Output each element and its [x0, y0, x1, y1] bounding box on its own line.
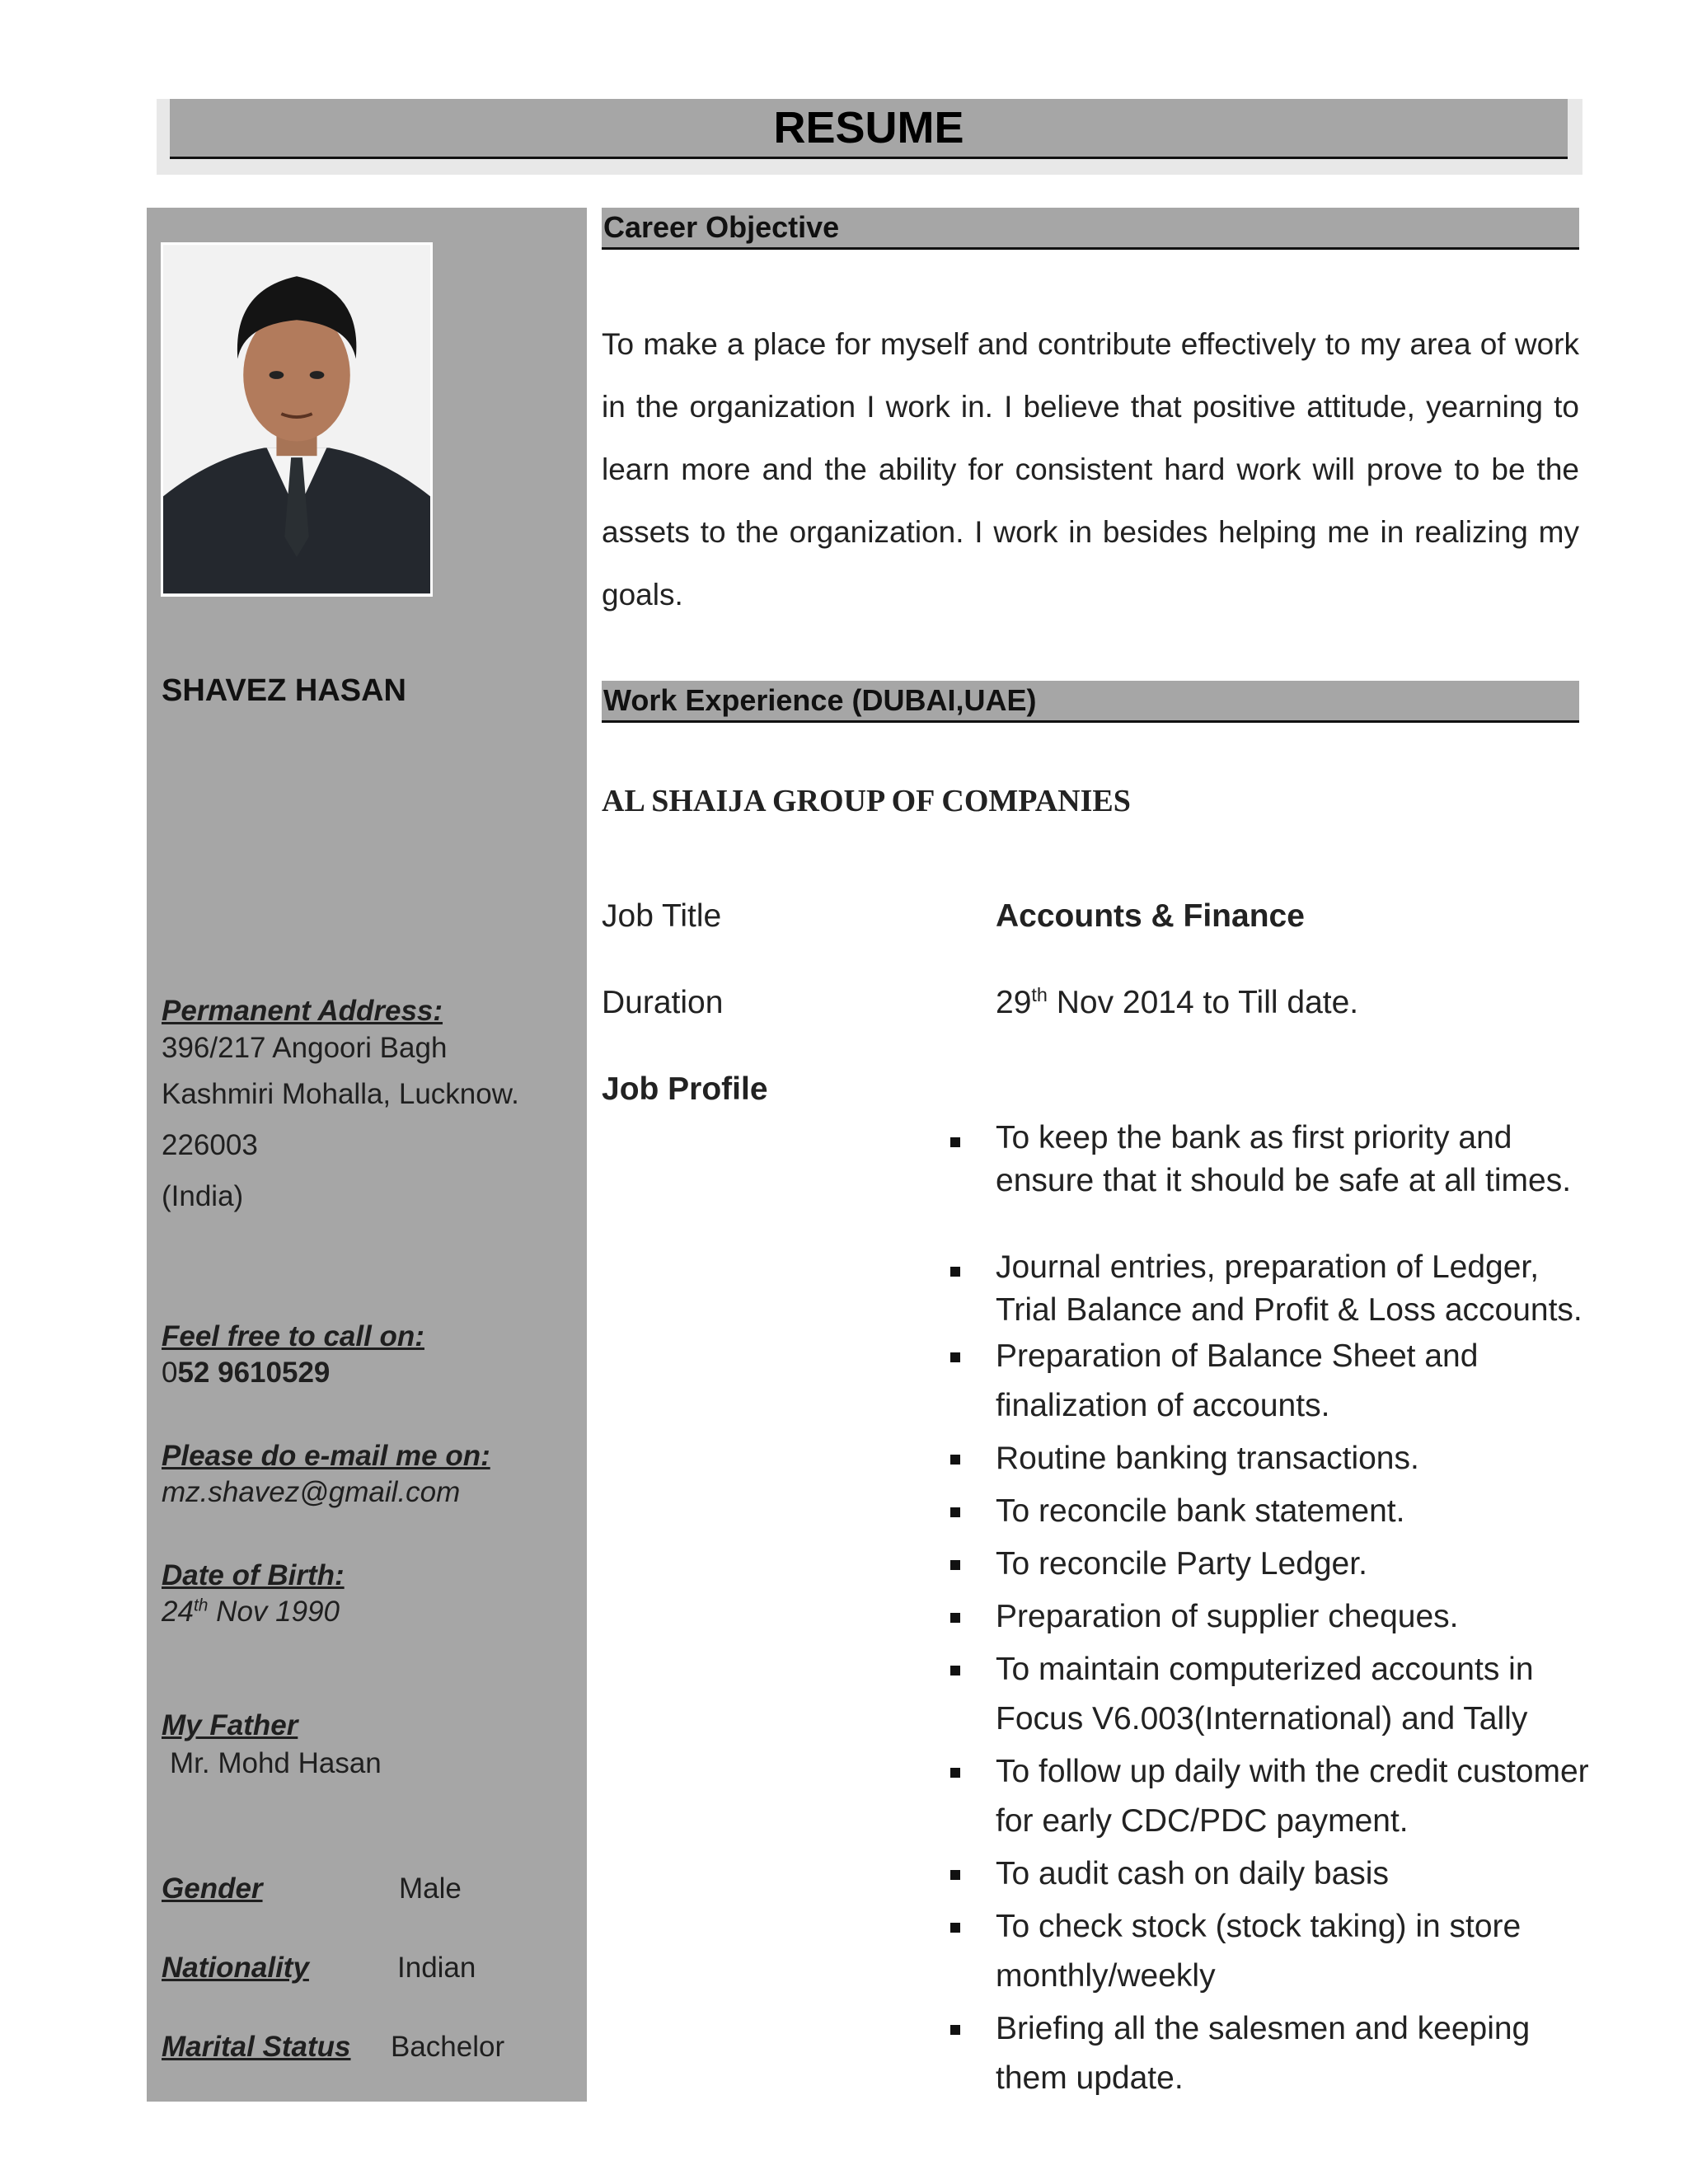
job-title-value: Accounts & Finance	[996, 898, 1305, 934]
email-block	[162, 1440, 490, 1509]
work-experience-heading-bar	[602, 681, 1579, 723]
address-line: 396/217 Angoori Bagh	[162, 1032, 448, 1064]
work-experience-heading: Work Experience (DUBAI,UAE)	[603, 683, 1037, 717]
nationality-label: Nationality	[162, 1952, 309, 1984]
email-address: mz.shavez@gmail.com	[162, 1476, 461, 1508]
career-objective-text: To make a place for myself and contribute effectively to my area of work in the organization I work in. I believe that positive attitude, yearning to learn more and the ability for consistent hard work will prove to be the assets to the organization. I work in besides helping me in realizing my goals.	[602, 327, 1579, 612]
list-item: Preparation of Balance Sheet and finalization of accounts.	[948, 1332, 1599, 1431]
dob-value	[162, 1596, 345, 1629]
duration-label: Duration	[602, 985, 724, 1020]
address-block	[162, 995, 519, 1222]
marital-status-row	[162, 2031, 505, 2064]
duration-suffix: th	[1031, 984, 1048, 1005]
nationality-row	[162, 1952, 476, 1985]
father-block	[162, 1709, 382, 1780]
list-item: To keep the bank as first priority and ensure that it should be safe at all times.	[948, 1117, 1599, 1202]
career-objective-heading: Career Objective	[603, 210, 840, 244]
list-item: To check stock (stock taking) in store monthly/weekly	[948, 1902, 1599, 2001]
dob-day: 24	[162, 1596, 194, 1628]
address-line: 226003	[162, 1129, 258, 1161]
job-profile-label: Job Profile	[602, 1071, 768, 1107]
father-label: My Father	[162, 1709, 298, 1741]
dob-rest: Nov 1990	[208, 1596, 340, 1628]
nationality-value: Indian	[397, 1952, 476, 1984]
portrait-image	[163, 245, 430, 594]
company-name: AL SHAIJA GROUP OF COMPANIES	[602, 784, 1131, 818]
gender-value: Male	[399, 1872, 462, 1905]
dob-suffix: th	[193, 1596, 209, 1615]
address-line: (India)	[162, 1180, 244, 1212]
job-title-label: Job Title	[602, 898, 722, 934]
phone-block	[162, 1320, 424, 1390]
phone-number	[162, 1357, 424, 1390]
profile-photo	[161, 242, 433, 597]
father-name: Mr. Mohd Hasan	[170, 1747, 382, 1779]
career-objective-heading-bar	[602, 208, 1579, 250]
resume-title: RESUME	[773, 103, 964, 152]
dob-label: Date of Birth:	[162, 1559, 345, 1591]
list-item: To audit cash on daily basis	[948, 1849, 1599, 1899]
list-item: To maintain computerized accounts in Focus V6.003(International) and Tally	[948, 1645, 1599, 1744]
phone-label: Feel free to call on:	[162, 1320, 424, 1352]
gender-label: Gender	[162, 1872, 263, 1905]
address-line: Kashmiri Mohalla, Lucknow.	[162, 1078, 519, 1110]
marital-status-value: Bachelor	[391, 2031, 505, 2063]
duration-day: 29	[996, 985, 1032, 1020]
job-duties-list	[948, 1117, 1599, 2107]
candidate-name: SHAVEZ HASAN	[162, 673, 406, 708]
list-item: Briefing all the salesmen and keeping them update.	[948, 2004, 1599, 2103]
dob-block	[162, 1559, 345, 1629]
list-item: Routine banking transactions.	[948, 1434, 1599, 1483]
title-banner-frame	[157, 99, 1582, 175]
phone-prefix: 0	[162, 1357, 178, 1389]
address-label: Permanent Address:	[162, 995, 443, 1027]
marital-status-label: Marital Status	[162, 2031, 351, 2063]
list-item: Preparation of supplier cheques.	[948, 1592, 1599, 1642]
duration-rest: Nov 2014 to Till date.	[1047, 985, 1359, 1020]
phone-digits: 52 9610529	[177, 1357, 331, 1389]
duration-value	[996, 985, 1358, 1021]
list-item: To follow up daily with the credit customer for early CDC/PDC payment.	[948, 1747, 1599, 1846]
gender-row	[162, 1872, 462, 1905]
list-item: To reconcile Party Ledger.	[948, 1540, 1599, 1589]
list-item: To reconcile bank statement.	[948, 1487, 1599, 1536]
sidebar	[147, 208, 587, 2102]
list-item: Journal entries, preparation of Ledger, Trial Balance and Profit & Loss accounts.	[948, 1246, 1599, 1332]
title-banner	[170, 99, 1568, 159]
email-label: Please do e-mail me on:	[162, 1440, 490, 1472]
